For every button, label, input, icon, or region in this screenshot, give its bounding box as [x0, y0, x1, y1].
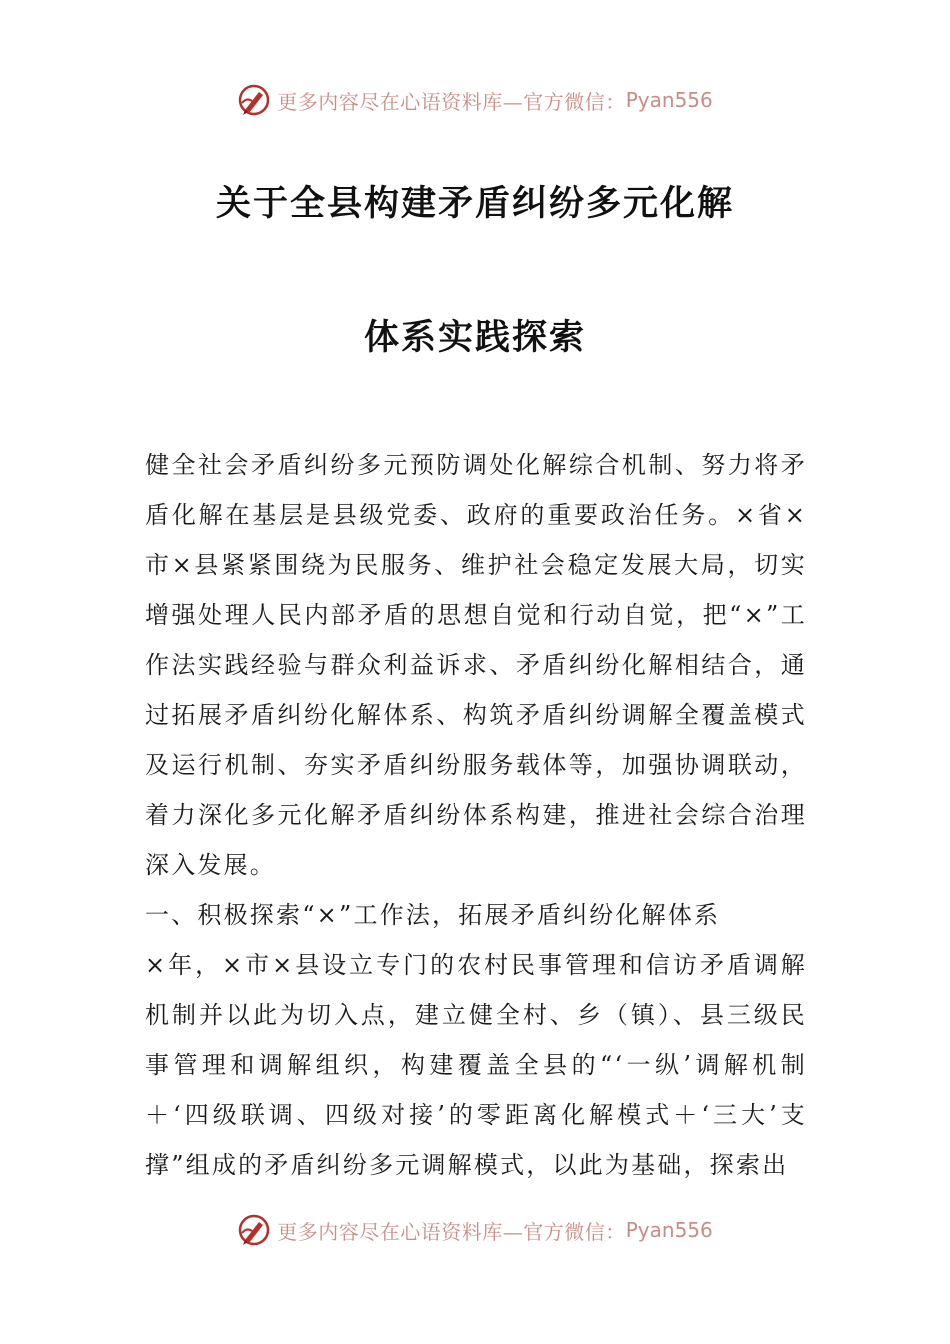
body-paragraph-section-1: ×年，×市×县设立专门的农村民事管理和信访矛盾调解机制并以此为切入点，建立健全村、乡（镇）、县三级民事管理和调解组织，构建覆盖全县的“‘一纵’调解机制＋‘四级联调、四级对接’的零距离化解模式＋‘三大’支撑”组成的矛盾纠纷多元调解模式，以此为基础，探索出 [145, 951, 807, 1179]
watermark-wechat-id: Pyan556 [625, 1218, 713, 1242]
document-body [145, 440, 807, 1190]
header-watermark [0, 78, 950, 122]
section-heading-1: 一、积极探索“×”工作法，拓展矛盾纠纷化解体系 [145, 901, 721, 929]
footer-watermark [0, 1208, 950, 1252]
document-title-line-1: 关于全县构建矛盾纠纷多元化解 [215, 184, 734, 224]
document-title-line-2: 体系实践探索 [363, 318, 586, 358]
watermark-text: 更多内容尽在心语资料库—官方微信： [277, 89, 626, 114]
pen-circle-logo-icon [237, 83, 271, 117]
pen-circle-logo-icon [237, 1213, 271, 1247]
body-paragraph-intro: 健全社会矛盾纠纷多元预防调处化解综合机制、努力将矛盾化解在基层是县级党委、政府的重要政治任务。×省×市×县紧紧围绕为民服务、维护社会稳定发展大局，切实增强处理人民内部矛盾的思想自觉和行动自觉，把“×”工作法实践经验与群众利益诉求、矛盾纠纷化解相结合，通过拓展矛盾纠纷化解体系、构筑矛盾纠纷调解全覆盖模式及运行机制、夯实矛盾纠纷服务载体等，加强协调联动，着力深化多元化解矛盾纠纷体系构建，推进社会综合治理深入发展。 [145, 451, 807, 879]
watermark-text: 更多内容尽在心语资料库—官方微信： [277, 1219, 626, 1244]
watermark-wechat-id: Pyan556 [625, 88, 713, 112]
